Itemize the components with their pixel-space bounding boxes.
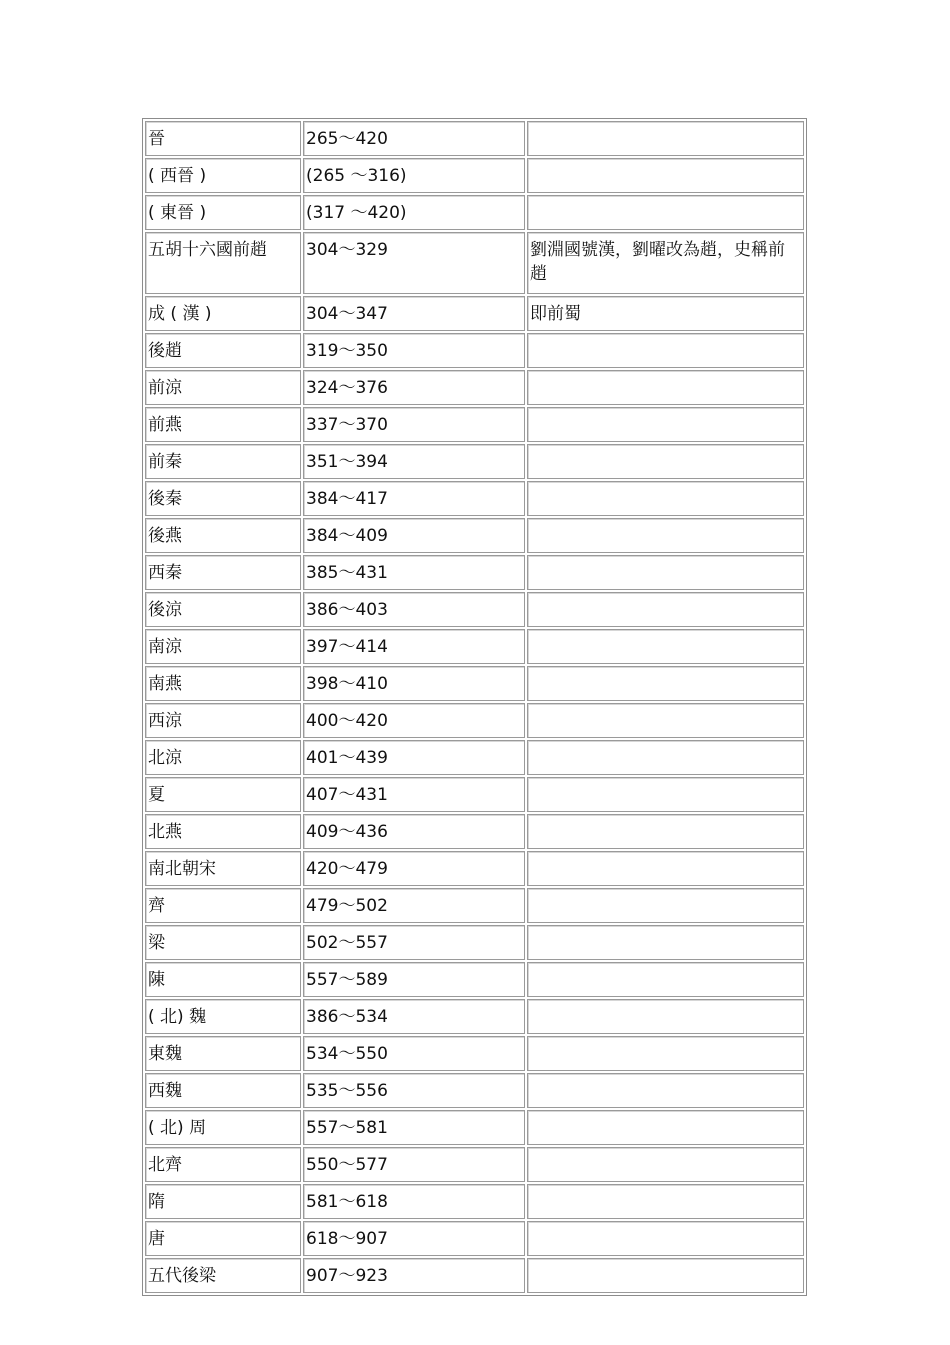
dynasty-name-cell: 陳 — [145, 962, 301, 997]
dynasty-name-cell: 南涼 — [145, 629, 301, 664]
table-row — [145, 1184, 804, 1219]
dynasty-name-cell: 北齊 — [145, 1147, 301, 1182]
dynasty-name-cell: 後燕 — [145, 518, 301, 553]
years-cell: 409～436 — [303, 814, 525, 849]
table-row — [145, 444, 804, 479]
dynasty-name-cell: 隋 — [145, 1184, 301, 1219]
table-row — [145, 814, 804, 849]
table-row — [145, 158, 804, 193]
table-row — [145, 370, 804, 405]
table-row — [145, 666, 804, 701]
table-row — [145, 333, 804, 368]
table-row — [145, 1221, 804, 1256]
table-row — [145, 1036, 804, 1071]
years-cell: 479～502 — [303, 888, 525, 923]
table-row — [145, 407, 804, 442]
note-cell — [527, 814, 804, 849]
years-cell: 401～439 — [303, 740, 525, 775]
years-cell: 581～618 — [303, 1184, 525, 1219]
note-cell — [527, 518, 804, 553]
table-row — [145, 1258, 804, 1293]
table-row — [145, 1073, 804, 1108]
dynasty-name-cell: 前涼 — [145, 370, 301, 405]
dynasty-name-cell: ( 北) 魏 — [145, 999, 301, 1034]
dynasty-name-cell: 北涼 — [145, 740, 301, 775]
note-cell — [527, 592, 804, 627]
years-cell: 400～420 — [303, 703, 525, 738]
table-row — [145, 962, 804, 997]
years-cell: 385～431 — [303, 555, 525, 590]
note-cell — [527, 962, 804, 997]
years-cell: 265～420 — [303, 121, 525, 156]
table-row — [145, 518, 804, 553]
dynasty-name-cell: 五代後梁 — [145, 1258, 301, 1293]
table-row — [145, 925, 804, 960]
note-cell — [527, 740, 804, 775]
years-cell: 502～557 — [303, 925, 525, 960]
years-cell: 384～409 — [303, 518, 525, 553]
note-cell: 即前蜀 — [527, 296, 804, 331]
table-row — [145, 851, 804, 886]
years-cell: 618～907 — [303, 1221, 525, 1256]
dynasty-name-cell: 五胡十六國前趙 — [145, 232, 301, 294]
table-row — [145, 888, 804, 923]
dynasty-name-cell: 西魏 — [145, 1073, 301, 1108]
note-cell — [527, 1184, 804, 1219]
years-cell: 337～370 — [303, 407, 525, 442]
dynasty-name-cell: 北燕 — [145, 814, 301, 849]
years-cell: 534～550 — [303, 1036, 525, 1071]
table-row — [145, 296, 804, 331]
years-cell: 304～347 — [303, 296, 525, 331]
note-cell — [527, 195, 804, 230]
years-cell: 324～376 — [303, 370, 525, 405]
table-row — [145, 1147, 804, 1182]
table-row — [145, 592, 804, 627]
note-cell — [527, 1110, 804, 1145]
note-cell — [527, 999, 804, 1034]
dynasty-table — [142, 118, 807, 1296]
dynasty-name-cell: 南燕 — [145, 666, 301, 701]
years-cell: 398～410 — [303, 666, 525, 701]
note-cell — [527, 444, 804, 479]
note-cell — [527, 1221, 804, 1256]
years-cell: 304～329 — [303, 232, 525, 294]
dynasty-name-cell: 梁 — [145, 925, 301, 960]
note-cell — [527, 333, 804, 368]
note-cell — [527, 481, 804, 516]
table-row — [145, 629, 804, 664]
years-cell: 386～403 — [303, 592, 525, 627]
years-cell: 407～431 — [303, 777, 525, 812]
dynasty-name-cell: 東魏 — [145, 1036, 301, 1071]
dynasty-name-cell: ( 西晉 ) — [145, 158, 301, 193]
table-row — [145, 481, 804, 516]
table-row — [145, 1110, 804, 1145]
table-row — [145, 740, 804, 775]
years-cell: 319～350 — [303, 333, 525, 368]
note-cell — [527, 121, 804, 156]
years-cell: 907～923 — [303, 1258, 525, 1293]
note-cell — [527, 1147, 804, 1182]
table-row — [145, 232, 804, 294]
dynasty-name-cell: 齊 — [145, 888, 301, 923]
dynasty-name-cell: 西涼 — [145, 703, 301, 738]
years-cell: 351～394 — [303, 444, 525, 479]
years-cell: 420～479 — [303, 851, 525, 886]
note-cell — [527, 666, 804, 701]
note-cell — [527, 555, 804, 590]
dynasty-name-cell: 前燕 — [145, 407, 301, 442]
years-cell: 557～581 — [303, 1110, 525, 1145]
years-cell: (265 ～316) — [303, 158, 525, 193]
note-cell — [527, 370, 804, 405]
years-cell: 386～534 — [303, 999, 525, 1034]
table-row — [145, 703, 804, 738]
table-row — [145, 999, 804, 1034]
dynasty-name-cell: 前秦 — [145, 444, 301, 479]
note-cell — [527, 1036, 804, 1071]
years-cell: 557～589 — [303, 962, 525, 997]
dynasty-name-cell: ( 北) 周 — [145, 1110, 301, 1145]
table-row — [145, 777, 804, 812]
dynasty-name-cell: 南北朝宋 — [145, 851, 301, 886]
note-cell — [527, 888, 804, 923]
dynasty-name-cell: 後秦 — [145, 481, 301, 516]
years-cell: 535～556 — [303, 1073, 525, 1108]
note-cell — [527, 925, 804, 960]
dynasty-name-cell: 後涼 — [145, 592, 301, 627]
dynasty-name-cell: 後趙 — [145, 333, 301, 368]
years-cell: 397～414 — [303, 629, 525, 664]
dynasty-name-cell: 西秦 — [145, 555, 301, 590]
table-row — [145, 195, 804, 230]
dynasty-name-cell: 夏 — [145, 777, 301, 812]
dynasty-name-cell: ( 東晉 ) — [145, 195, 301, 230]
note-cell — [527, 407, 804, 442]
years-cell: (317 ～420) — [303, 195, 525, 230]
dynasty-name-cell: 唐 — [145, 1221, 301, 1256]
note-cell — [527, 703, 804, 738]
note-cell — [527, 629, 804, 664]
note-cell — [527, 777, 804, 812]
note-cell: 劉淵國號漢，劉曜改為趙，史稱前趙 — [527, 232, 804, 294]
note-cell — [527, 1258, 804, 1293]
years-cell: 550～577 — [303, 1147, 525, 1182]
note-cell — [527, 851, 804, 886]
table-row — [145, 555, 804, 590]
dynasty-name-cell: 成 ( 漢 ) — [145, 296, 301, 331]
dynasty-table-body — [145, 121, 804, 1293]
dynasty-name-cell: 晉 — [145, 121, 301, 156]
note-cell — [527, 1073, 804, 1108]
years-cell: 384～417 — [303, 481, 525, 516]
table-row — [145, 121, 804, 156]
note-cell — [527, 158, 804, 193]
